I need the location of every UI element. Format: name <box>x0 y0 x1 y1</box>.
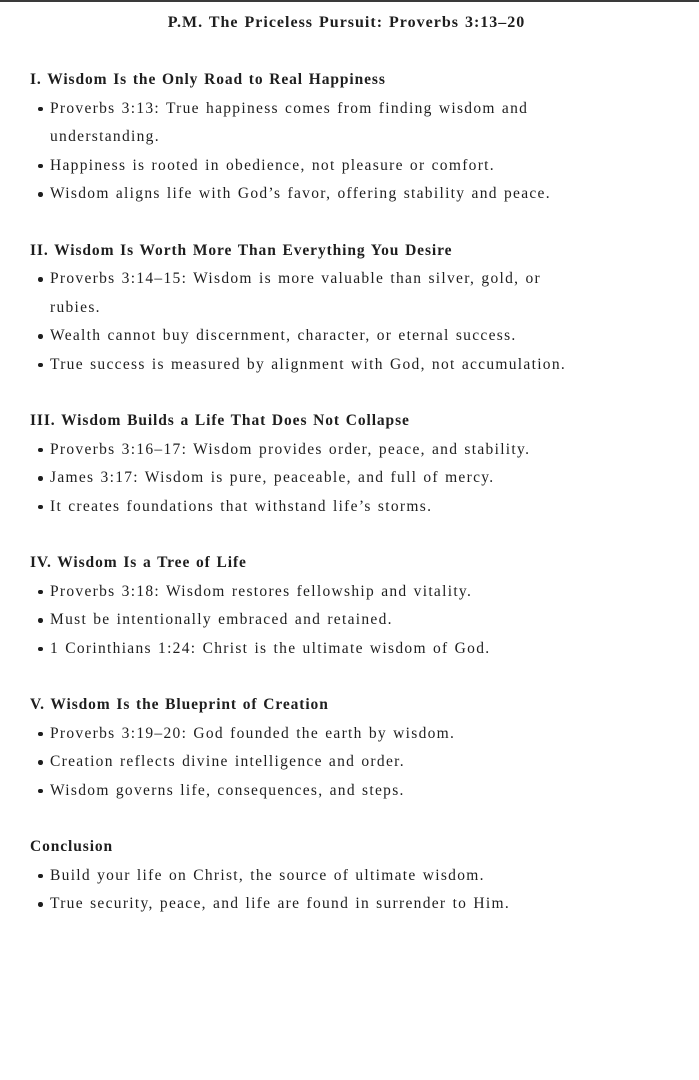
bullet-list <box>30 862 663 919</box>
bullet-item <box>30 464 663 493</box>
outline-sections <box>30 66 663 919</box>
bullet-item <box>30 578 663 607</box>
outline-section <box>30 549 663 663</box>
section-heading: IV. Wisdom Is a Tree of Life <box>30 554 247 571</box>
bullet-line: rubies. <box>50 298 101 316</box>
bullet-item <box>30 436 663 465</box>
bullet-line: Must be intentionally embraced and retained. <box>50 611 393 628</box>
bullet-list <box>30 436 663 522</box>
bullet-item <box>30 265 663 322</box>
bullet-line: Wisdom governs life, consequences, and steps. <box>50 781 405 799</box>
bullet-line: understanding. <box>50 128 160 145</box>
section-heading: Conclusion <box>30 838 114 855</box>
bullet-item <box>30 748 663 777</box>
bullet-item <box>30 635 663 664</box>
bullet-item <box>30 862 663 891</box>
bullet-line: Creation reflects divine intelligence and order. <box>50 753 405 770</box>
bullet-item <box>30 351 663 380</box>
bullet-line: Build your life on Christ, the source of ultimate wisdom. <box>50 866 485 884</box>
page-title: P.M. The Priceless Pursuit: Proverbs 3:13–20 <box>167 14 526 31</box>
bullet-line: True security, peace, and life are found in surrender to Him. <box>50 895 511 912</box>
bullet-line: Proverbs 3:19–20: God founded the earth by wisdom. <box>50 724 456 742</box>
bullet-item <box>30 152 663 181</box>
bullet-line: Proverbs 3:14–15: Wisdom is more valuable than silver, gold, or <box>50 270 542 287</box>
outline-section <box>30 833 663 919</box>
bullet-line: Happiness is rooted in obedience, not pleasure or comfort. <box>50 156 495 174</box>
bullet-line: Wisdom aligns life with God’s favor, offering stability and peace. <box>50 185 551 202</box>
bullet-list <box>30 95 663 209</box>
bullet-line: Proverbs 3:16–17: Wisdom provides order, peace, and stability. <box>50 440 531 458</box>
outline-section <box>30 691 663 805</box>
bullet-item <box>30 890 663 919</box>
bullet-list <box>30 265 663 379</box>
section-heading: I. Wisdom Is the Only Road to Real Happiness <box>30 71 386 88</box>
bullet-item <box>30 777 663 806</box>
bullet-item <box>30 95 663 152</box>
bullet-list <box>30 720 663 806</box>
bullet-line: Proverbs 3:13: True happiness comes from finding wisdom and <box>50 99 529 117</box>
bullet-list <box>30 578 663 664</box>
section-heading: II. Wisdom Is Worth More Than Everything You Desire <box>30 241 453 259</box>
bullet-line: True success is measured by alignment with God, not accumulation. <box>50 355 567 373</box>
bullet-line: James 3:17: Wisdom is pure, peaceable, and full of mercy. <box>50 469 495 486</box>
bullet-line: 1 Corinthians 1:24: Christ is the ultimate wisdom of God. <box>50 639 491 657</box>
outline-section <box>30 66 663 209</box>
bullet-item <box>30 606 663 635</box>
bullet-item <box>30 720 663 749</box>
bullet-item <box>30 322 663 351</box>
section-heading: III. Wisdom Builds a Life That Does Not Collapse <box>30 412 410 429</box>
bullet-item <box>30 493 663 522</box>
bullet-line: It creates foundations that withstand life’s storms. <box>50 497 433 515</box>
outline-section <box>30 407 663 521</box>
section-heading: V. Wisdom Is the Blueprint of Creation <box>30 696 329 713</box>
bullet-line: Proverbs 3:18: Wisdom restores fellowship and vitality. <box>50 582 473 600</box>
bullet-line: Wealth cannot buy discernment, character, or eternal success. <box>50 327 517 344</box>
bullet-item <box>30 180 663 209</box>
outline-section <box>30 237 663 380</box>
